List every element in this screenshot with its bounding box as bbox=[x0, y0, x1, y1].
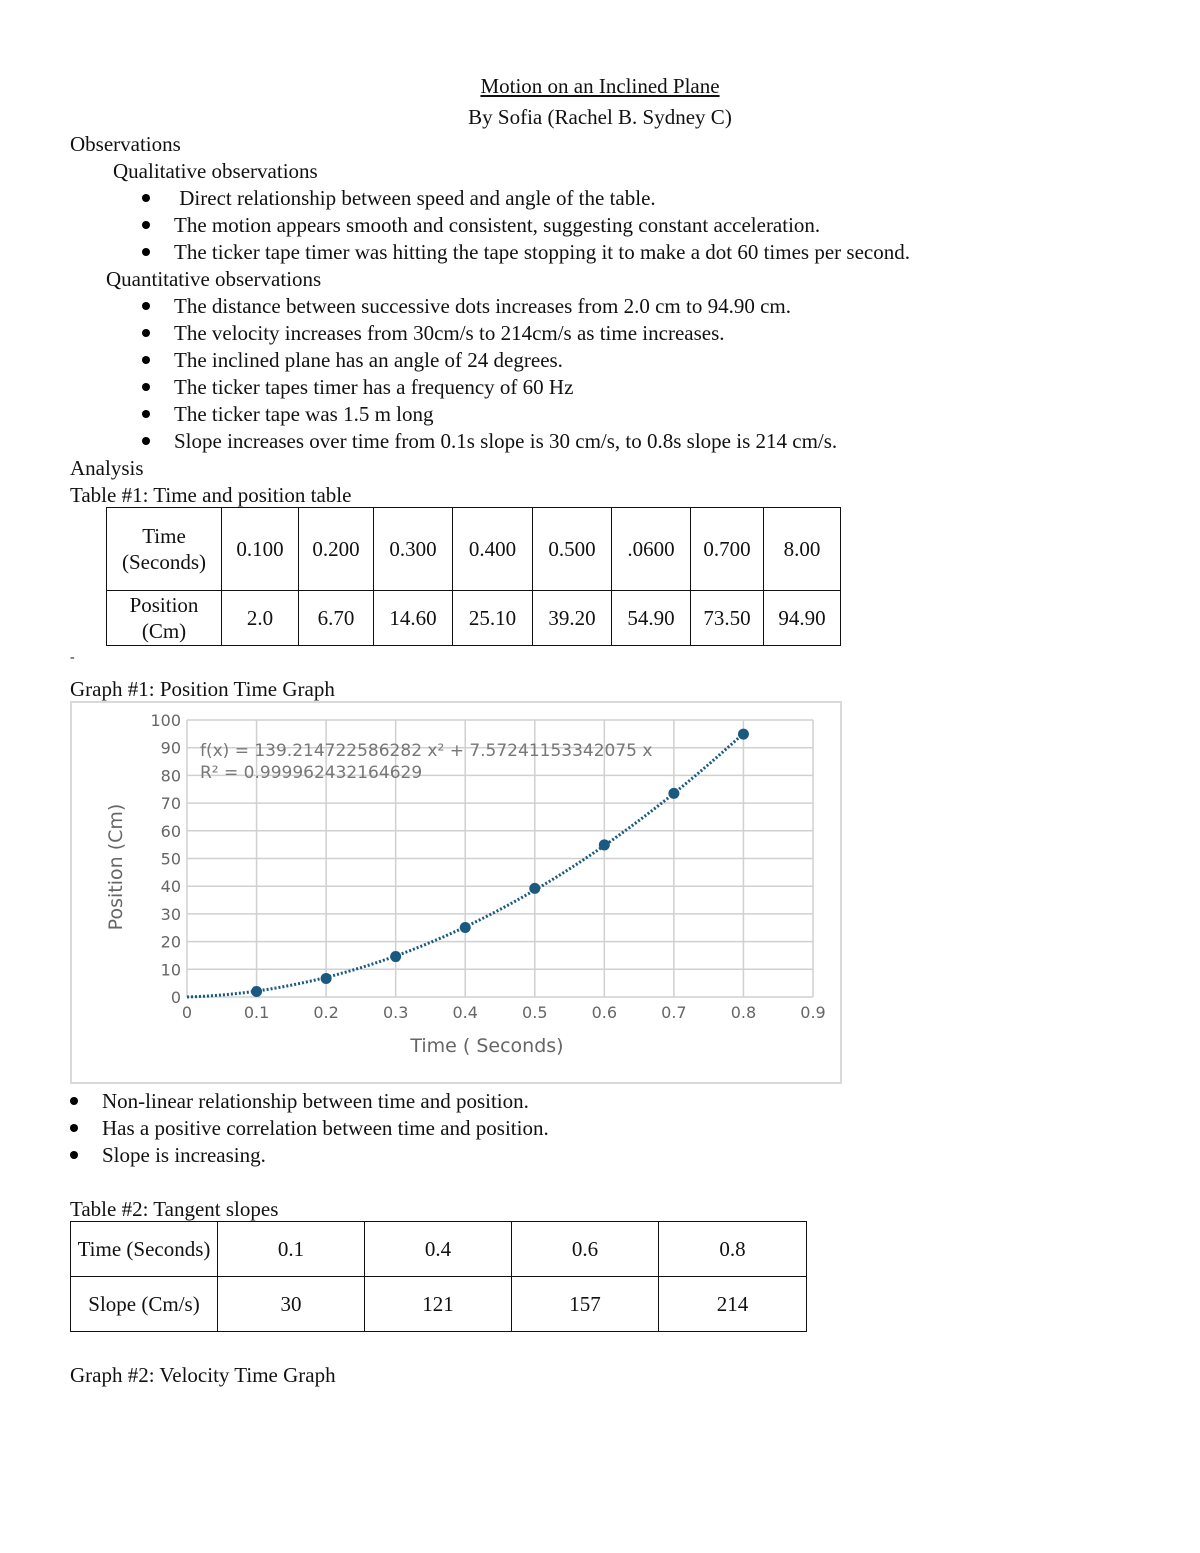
x-tick-label: 0.8 bbox=[730, 1003, 757, 1022]
table-cell: 214 bbox=[659, 1277, 807, 1332]
tangent-slopes-table bbox=[70, 1221, 807, 1332]
bullet-icon bbox=[142, 356, 150, 364]
table-cell: 157 bbox=[512, 1277, 659, 1332]
table2-caption: Table #2: Tangent slopes bbox=[70, 1197, 279, 1221]
observations-heading: Observations bbox=[70, 132, 181, 156]
bullet-icon bbox=[142, 437, 150, 445]
list-item: Direct relationship between speed and angle of the table. bbox=[142, 185, 656, 211]
table-cell: 39.20 bbox=[533, 591, 612, 646]
x-tick-label: 0.1 bbox=[243, 1003, 270, 1022]
list-item: Slope is increasing. bbox=[70, 1142, 266, 1168]
byline: By Sofia (Rachel B. Sydney C) bbox=[468, 105, 732, 129]
table-row bbox=[107, 591, 841, 646]
table-cell: 30 bbox=[218, 1277, 365, 1332]
table1-caption: Table #1: Time and position table bbox=[70, 483, 352, 507]
data-point bbox=[599, 839, 610, 850]
table-row bbox=[71, 1277, 807, 1332]
y-tick-label: 80 bbox=[160, 766, 181, 786]
x-tick-label: 0.2 bbox=[313, 1003, 339, 1022]
list-item: The velocity increases from 30cm/s to 214cm/s as time increases. bbox=[142, 320, 725, 346]
data-point bbox=[668, 788, 679, 799]
position-time-chart bbox=[70, 701, 842, 1084]
table-cell: 73.50 bbox=[691, 591, 764, 646]
x-tick-label: 0.4 bbox=[452, 1003, 478, 1022]
qualitative-heading: Qualitative observations bbox=[113, 159, 318, 183]
table-cell: .0600 bbox=[612, 508, 691, 591]
document-title: Motion on an Inclined Plane bbox=[480, 74, 720, 98]
y-axis-label: Position (Cm) bbox=[105, 803, 127, 931]
table-cell: 0.200 bbox=[299, 508, 374, 591]
list-item: The ticker tape timer was hitting the tape stopping it to make a dot 60 times per second. bbox=[142, 239, 910, 265]
x-tick-label: 0.3 bbox=[382, 1003, 409, 1022]
bullet-icon bbox=[70, 1124, 78, 1132]
table-cell: 0.400 bbox=[453, 508, 533, 591]
bullet-icon bbox=[142, 221, 150, 229]
time-position-table bbox=[106, 507, 841, 646]
table-cell: 0.4 bbox=[365, 1222, 512, 1277]
bullet-icon bbox=[70, 1151, 78, 1159]
data-point bbox=[390, 951, 401, 962]
y-tick-label: 70 bbox=[160, 794, 181, 814]
table-row bbox=[107, 508, 841, 591]
quantitative-heading: Quantitative observations bbox=[106, 267, 322, 291]
table-cell: 0.500 bbox=[533, 508, 612, 591]
chart-svg bbox=[72, 703, 840, 1082]
graph1-caption: Graph #1: Position Time Graph bbox=[70, 677, 335, 701]
bullet-icon bbox=[142, 329, 150, 337]
table-cell: 0.6 bbox=[512, 1222, 659, 1277]
table-cell: 2.0 bbox=[222, 591, 299, 646]
y-tick-label: 90 bbox=[160, 738, 181, 758]
table-cell: 54.90 bbox=[612, 591, 691, 646]
x-tick-label: 0.5 bbox=[522, 1003, 548, 1022]
x-tick-label: 0 bbox=[181, 1003, 193, 1022]
graph2-caption: Graph #2: Velocity Time Graph bbox=[70, 1363, 336, 1387]
table-cell: 0.700 bbox=[691, 508, 764, 591]
x-tick-label: 0.9 bbox=[800, 1003, 826, 1022]
list-item: Slope increases over time from 0.1s slope is 30 cm/s, to 0.8s slope is 214 cm/s. bbox=[142, 428, 837, 454]
data-point bbox=[529, 883, 540, 894]
table-cell: 14.60 bbox=[374, 591, 453, 646]
data-point bbox=[460, 922, 471, 933]
x-tick-label: 0.6 bbox=[591, 1003, 618, 1022]
y-tick-label: 20 bbox=[160, 932, 181, 952]
list-item: Has a positive correlation between time and position. bbox=[70, 1115, 549, 1141]
data-point bbox=[738, 729, 749, 740]
r-squared-label: R² = 0.999962432164629 bbox=[200, 763, 423, 783]
bullet-icon bbox=[142, 383, 150, 391]
bullet-icon bbox=[142, 410, 150, 418]
bullet-icon bbox=[142, 302, 150, 310]
table-cell: 0.8 bbox=[659, 1222, 807, 1277]
bullet-icon bbox=[70, 1097, 78, 1105]
stray-mark: - bbox=[70, 650, 75, 665]
list-item: The distance between successive dots increases from 2.0 cm to 94.90 cm. bbox=[142, 293, 791, 319]
y-tick-label: 0 bbox=[170, 988, 181, 1007]
y-tick-label: 10 bbox=[160, 960, 181, 980]
row-header: Slope (Cm/s) bbox=[71, 1277, 218, 1332]
y-tick-label: 30 bbox=[160, 904, 181, 924]
table-cell: 6.70 bbox=[299, 591, 374, 646]
bullet-icon bbox=[142, 194, 150, 202]
row-header: Time (Seconds) bbox=[107, 508, 222, 591]
bullet-icon bbox=[142, 248, 150, 256]
table-cell: 121 bbox=[365, 1277, 512, 1332]
table-cell: 0.300 bbox=[374, 508, 453, 591]
trendline-equation: f(x) = 139.214722586282 x² + 7.57241153342075 x bbox=[200, 741, 653, 761]
data-point bbox=[251, 986, 262, 997]
x-tick-label: 0.7 bbox=[661, 1003, 687, 1022]
list-item: The ticker tapes timer has a frequency of 60 Hz bbox=[142, 374, 573, 400]
list-item: Non-linear relationship between time and position. bbox=[70, 1088, 529, 1114]
list-item: The motion appears smooth and consistent, suggesting constant acceleration. bbox=[142, 212, 820, 238]
table-cell: 0.100 bbox=[222, 508, 299, 591]
y-tick-label: 50 bbox=[160, 849, 181, 869]
row-header: Time (Seconds) bbox=[71, 1222, 218, 1277]
y-tick-label: 40 bbox=[160, 877, 181, 897]
table-cell: 94.90 bbox=[764, 591, 841, 646]
table-row bbox=[71, 1222, 807, 1277]
analysis-heading: Analysis bbox=[70, 456, 144, 480]
list-item: The inclined plane has an angle of 24 degrees. bbox=[142, 347, 563, 373]
table-cell: 0.1 bbox=[218, 1222, 365, 1277]
y-tick-label: 60 bbox=[160, 821, 181, 841]
y-tick-label: 100 bbox=[150, 711, 181, 730]
data-point bbox=[321, 973, 332, 984]
list-item: The ticker tape was 1.5 m long bbox=[142, 401, 434, 427]
row-header: Position (Cm) bbox=[107, 591, 222, 646]
table-cell: 25.10 bbox=[453, 591, 533, 646]
x-axis-label: Time ( Seconds) bbox=[410, 1035, 564, 1057]
table-cell: 8.00 bbox=[764, 508, 841, 591]
